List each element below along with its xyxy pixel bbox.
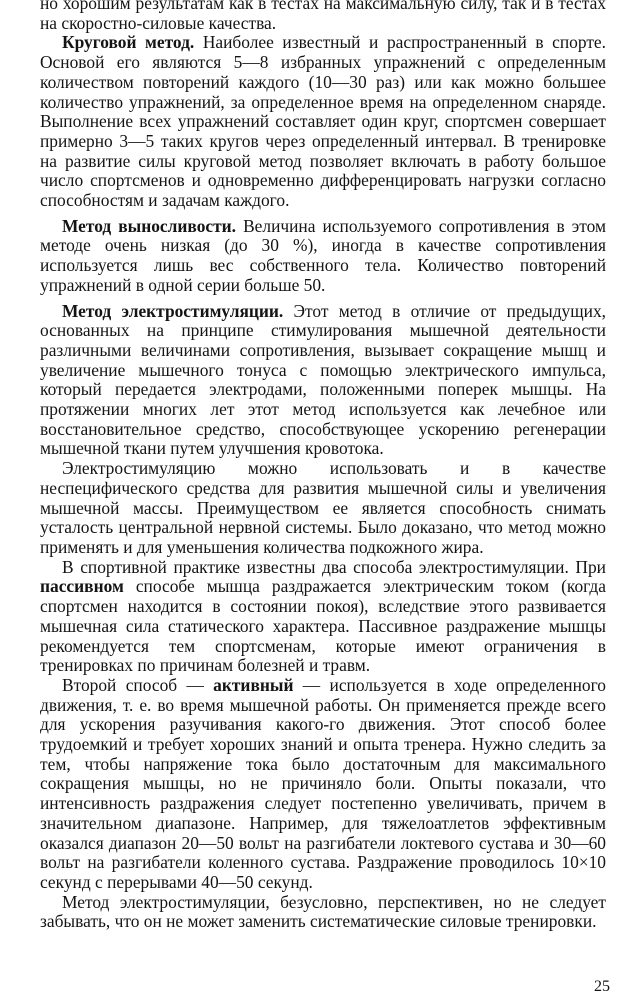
section-heading-circuit-method: Круговой метод. <box>62 32 195 53</box>
paragraph-passive-method <box>40 558 606 676</box>
body-text <box>40 0 606 932</box>
emphasis-passive: пассивном <box>40 576 124 597</box>
paragraph-endurance-method <box>40 217 606 296</box>
paragraph-text: Второй способ — <box>62 674 214 695</box>
section-heading-electrostimulation-method: Метод электростимуляции. <box>62 300 284 321</box>
paragraph-text: Величина используемого сопротивления в этом методе очень низкая (до 30 %), иногда в качестве сопротивления используется лишь вес собственного тела. Количество повторений упражнений в одной серии больше 50. <box>40 215 606 295</box>
paragraph-text: но хорошим результатам как в тестах на максимальную силу, так и в тестах на скоростно-силовые качества. <box>40 0 606 33</box>
paragraph-text: В спортивной практике известны два способа электростимуляции. При <box>62 556 606 577</box>
paragraph-text: Наиболее известный и распространенный в спорте. Основой его являются 5—8 избранных упражнений с определенным количеством повторений каждого (10—30 раз) или как можно большее количество упражнений, за определенное время на определенном снаряде. Выполнение всех упражнений составляет один круг, спортсмен совершает примерно 3—5 таких кругов через определенный интервал. В тренировке на развитие силы круговой метод позволяет включать в работу большое число спортсменов и одновременно дифференцировать нагрузки согласно способностям и задачам каждого. <box>40 32 606 211</box>
paragraph-active-method <box>40 676 606 893</box>
paragraph-intro-continuation <box>40 0 606 33</box>
paragraph-text: — используется в ходе определенного движения, т. е. во время мышечной работы. Он применяется прежде всего для ускорения разучивания какого-го движения. Этот способ более трудоемкий и требует хороших знаний и опыта тренера. Нужно следить за тем, чтобы напряжение тока было достаточным для максимального сокращения мышцы, но не причиняло боли. Опыты показали, что интенсивность раздражения следует постепенно увеличивать, причем в значительном диапазоне. Например, для тяжелоатлетов эффективным оказался диапазон 20—50 вольт на разгибатели локтевого сустава и 30—60 вольт на разгибатели коленного сустава. Раздражение проводилось 10×10 секунд с перерывами 40—50 секунд. <box>40 674 606 892</box>
section-heading-endurance-method: Метод выносливости. <box>62 215 237 236</box>
paragraph-electrostimulation-use <box>40 459 606 558</box>
paragraph-text: Метод электростимуляции, безусловно, перспективен, но не следует забывать, что он не может заменить систематические силовые тренировки. <box>40 891 606 932</box>
emphasis-active: активный <box>213 674 294 695</box>
paragraph-conclusion <box>40 893 606 932</box>
page-number: 25 <box>594 978 610 995</box>
paragraph-text: Электростимуляцию можно использовать и в качестве неспецифического средства для развития мышечной силы и увеличения мышечной массы. Преимуществом ее является способность снимать усталость центральной нервной системы. Было доказано, что метод можно применять и для уменьшения количества подкожного жира. <box>40 458 606 557</box>
paragraph-circuit-method <box>40 33 606 210</box>
paragraph-text: Этот метод в отличие от предыдущих, основанных на принципе стимулирования мышечной деятельности различными величинами сопротивления, вызывает сокращение мышц и увеличение мышечного тонуса с помощью электрического импульса, который передается электродами, положенными поперек мышцы. На протяжении многих лет этот метод используется как лечебное или восстановительное средство, способствующее ускорению регенерации мышечной ткани путем улучшения кровотока. <box>40 300 606 459</box>
paragraph-text: способе мышца раздражается электрическим током (когда спортсмен находится в состоянии покоя), вследствие этого развивается мышечная сила статического характера. Пассивное раздражение мышцы рекомендуется тем спортсменам, которые имеют ограничения в тренировках по причинам болезней и травм. <box>40 576 606 676</box>
paragraph-electrostimulation-method <box>40 302 606 460</box>
